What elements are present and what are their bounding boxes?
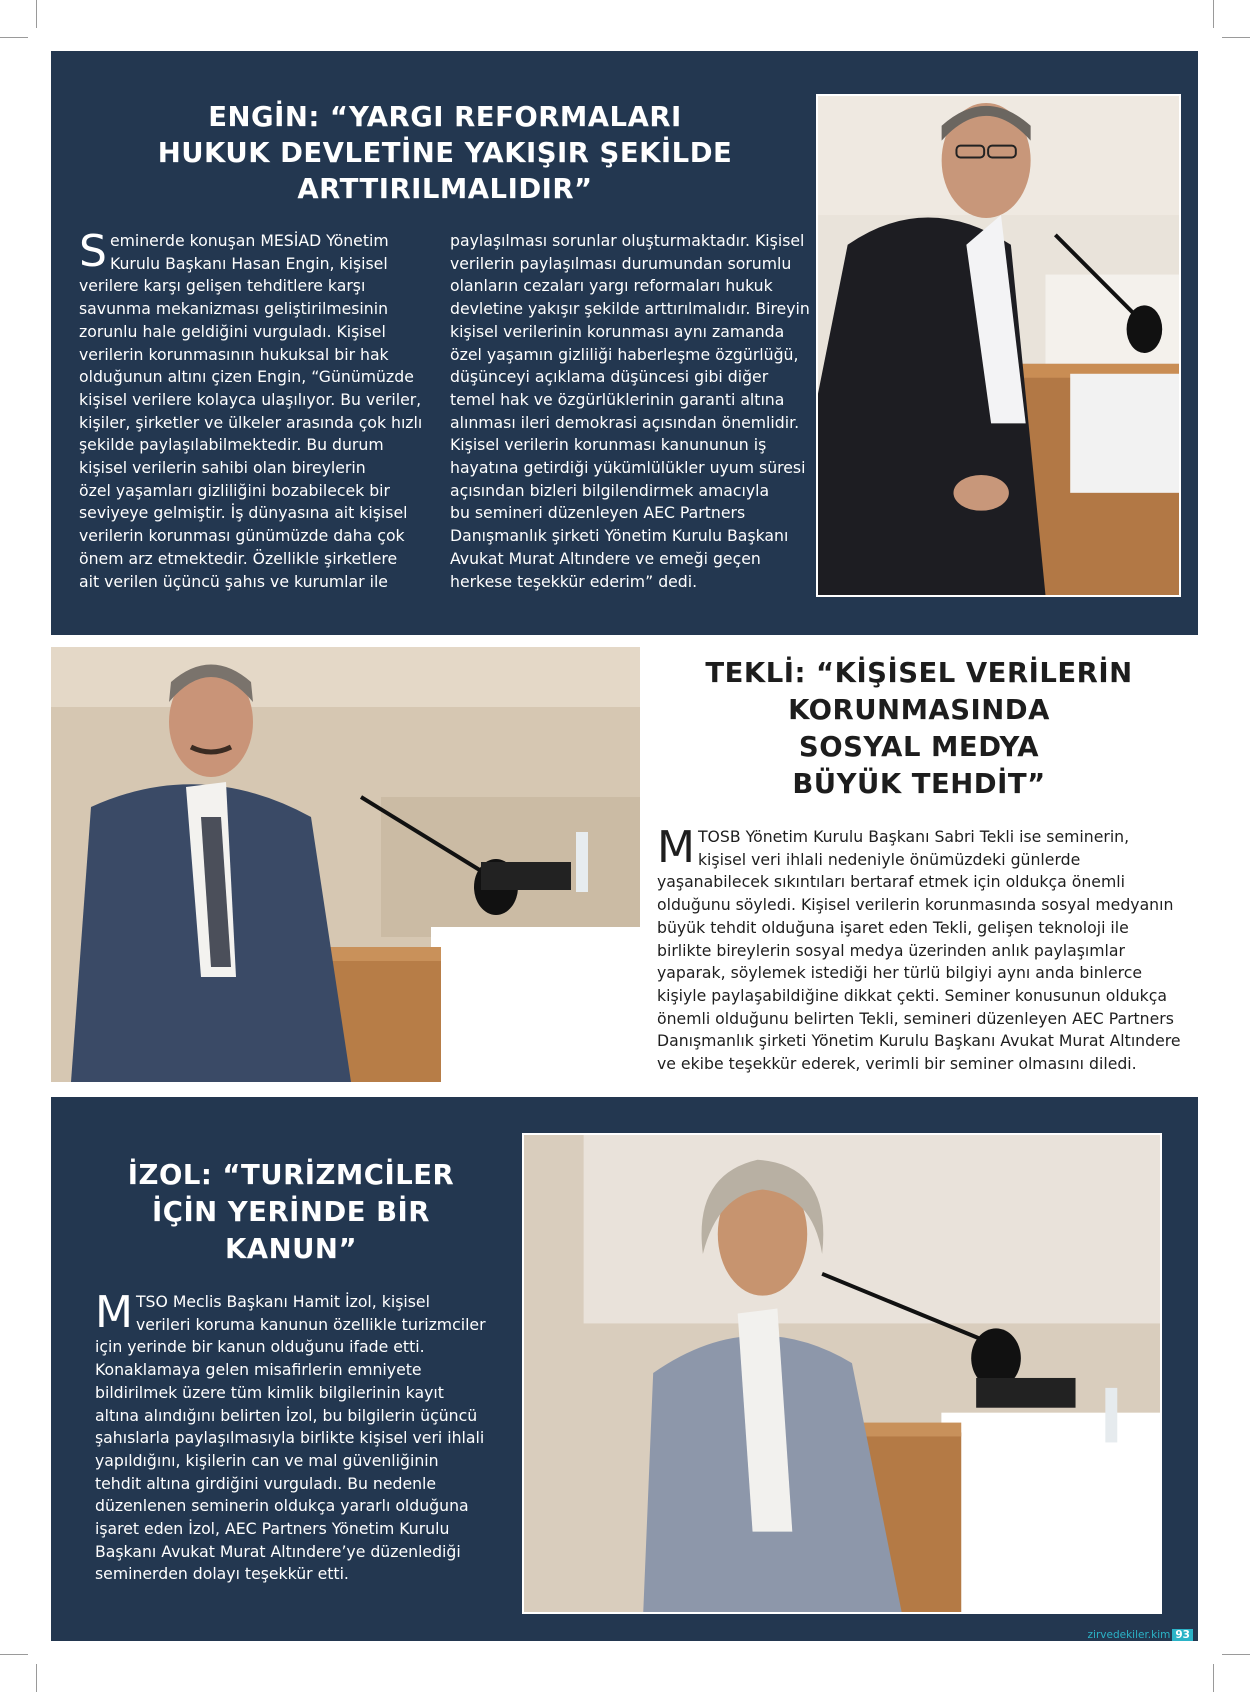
text-line: verilerin korunmasının hukuksal bir hak (79, 344, 389, 364)
title-line: TEKLİ: “KİŞİSEL VERİLERİN (705, 657, 1133, 689)
section-tekli-title (640, 655, 1198, 803)
text-line: Danışmanlık şirketi Yönetim Kurulu Başkanı Avukat Murat Altındere (657, 1031, 1181, 1051)
title-line: ENGİN: “YARGI REFORMALARI (208, 101, 682, 133)
page-number: 93 (1172, 1629, 1193, 1641)
text-line: seminerden dolayı teşekkür etti. (95, 1564, 349, 1584)
text-line: birlikte bireylerin sosyal medya üzerinden anlık paylaşımlar (657, 940, 1125, 960)
drop-cap: M (657, 822, 695, 873)
text-line: düşünceyi açıklama düşüncesi gibi diğer (450, 367, 769, 387)
text-line: eminerde konuşan MESİAD Yönetim (109, 231, 389, 250)
page-footer (1088, 1629, 1193, 1641)
text-line: Kurulu Başkanı Hasan Engin, kişisel (109, 253, 388, 273)
title-line: İZOL: “TURİZMCİLER (127, 1159, 455, 1191)
site-url: zirvedekiler.kim (1087, 1629, 1171, 1641)
crop-mark-bottom-left-h (0, 1654, 28, 1655)
text-line: yaşanabilecek sıkıntıları bertaraf etmek için oldukça önemli (657, 872, 1125, 892)
text-line: hayatına getirdiği yükümlülükler uyum süresi (450, 458, 806, 478)
crop-mark-bottom-right-v (1213, 1664, 1214, 1692)
section-izol-body (95, 1287, 490, 1586)
photo-hamit-izol-speaking (522, 1133, 1162, 1614)
text-line: düzenlenen seminerin oldukça yararlı olduğuna (95, 1496, 469, 1516)
photo-hasan-engin-speaking (816, 94, 1181, 597)
text-line: şekilde paylaşılabilmektedir. Bu durum (79, 435, 384, 455)
title-line: İÇİN YERİNDE BİR (152, 1196, 430, 1228)
text-line: kişisel verilerinin korunması aynı zamanda (450, 321, 785, 341)
text-line: özel yaşamları gizliliğini bozabilecek bir (79, 480, 390, 500)
crop-mark-top-left-v (36, 0, 37, 28)
drop-cap: M (95, 1287, 133, 1338)
section-engin-title (95, 100, 795, 207)
text-line: yapıldığını, kişilerin can ve mal güvenliğinin (95, 1450, 439, 1470)
text-line: açısından bizleri bilgilendirmek amacıyla (450, 480, 770, 500)
text-line: zorunlu hale geldiğini vurguladı. Kişisel (79, 321, 386, 341)
text-line: verilerin korunması günümüzde daha çok (79, 526, 405, 546)
text-line: Danışmanlık şirketi Yönetim Kurulu Başkanı (450, 526, 789, 546)
text-line: kişisel verilere kolayca ulaşılıyor. Bu veriler, (79, 389, 422, 409)
text-line: tehdit altına girdiğini vurguladı. Bu nedenle (95, 1473, 437, 1493)
section-engin-column-1 (79, 226, 424, 593)
text-line: devletine yakışır şekilde arttırılmalıdır. Bireyin (450, 299, 810, 319)
text-line: ve ekibe teşekkür ederek, verimli bir seminer olmasını diledi. (657, 1054, 1137, 1074)
text-line: ait verilen üçüncü şahıs ve kurumlar ile (79, 571, 388, 591)
crop-mark-top-right-h (1222, 37, 1250, 38)
photo-sabri-tekli-speaking (51, 647, 640, 1082)
crop-mark-bottom-left-v (36, 1664, 37, 1692)
text-line: verilerin paylaşılması durumundan sorumlu (450, 253, 792, 273)
text-line: için yerinde bir kanun olduğunu ifade etti. (95, 1337, 425, 1357)
text-line: temel hak ve özgürlüklerinin garanti altına (450, 389, 785, 409)
text-line: TSO Meclis Başkanı Hamit İzol, kişisel (135, 1292, 430, 1311)
text-line: önemli olduğunu belirten Tekli, semineri düzenleyen AEC Partners (657, 1008, 1174, 1028)
text-line: verileri koruma kanunun özellikle turizmciler (135, 1314, 486, 1334)
text-line: Avukat Murat Altındere ve emeği geçen (450, 548, 761, 568)
crop-mark-bottom-right-h (1222, 1654, 1250, 1655)
text-line: işaret eden İzol, AEC Partners Yönetim Kurulu (95, 1519, 450, 1539)
text-line: Başkanı Avukat Murat Altındere’ye düzenlediği (95, 1541, 461, 1561)
text-line: önem arz etmektedir. Özellikle şirketlere (79, 548, 398, 568)
text-line: savunma mekanizması geliştirilmesinin (79, 299, 389, 319)
text-line: seviyeye gelmiştir. İş dünyasına ait kişisel (79, 503, 408, 523)
text-line: kişisel verilerin sahibi olan bireylerin (79, 458, 366, 478)
text-line: bildirilmek üzere tüm kimlik bilgilerinin kayıt (95, 1382, 444, 1402)
text-line: paylaşılması sorunlar oluşturmaktadır. Kişisel (450, 231, 805, 250)
text-line: şahıslarla paylaşılmasıyla birlikte kişisel veri ihlali (95, 1428, 485, 1448)
section-izol-title (91, 1157, 491, 1268)
text-line: kişiyle paylaşabildiğine dikkat çekti. Seminer konusunun oldukça (657, 985, 1167, 1005)
text-line: TOSB Yönetim Kurulu Başkanı Sabri Tekli ise seminerin, (697, 827, 1130, 846)
title-line: ARTTIRILMALIDIR” (297, 172, 593, 205)
text-line: Kişisel verilerin korunması kanununun iş (450, 435, 767, 455)
text-line: alınması ileri demokrasi açısından önemlidir. (450, 412, 800, 432)
section-tekli-body (657, 822, 1197, 1076)
title-line: KANUN” (224, 1233, 358, 1265)
text-line: verilere karşı gelişen tehditlere karşı (79, 276, 366, 296)
text-line: özel yaşamın gizliliği haberleşme özgürlüğü, (450, 344, 799, 364)
title-line: BÜYÜK TEHDİT” (792, 768, 1046, 800)
title-line: HUKUK DEVLETİNE YAKIŞIR ŞEKİLDE (157, 136, 733, 169)
title-line: KORUNMASINDA (788, 694, 1050, 726)
text-line: altına alındığını belirten İzol, bu bilgilerin üçüncü (95, 1405, 478, 1425)
drop-cap: S (79, 226, 107, 277)
text-line: olduğunun altını çizen Engin, “Günümüzde (79, 367, 414, 387)
text-line: yaparak, söylemek istediği her türlü bilgiyi aynı anda binlerce (657, 963, 1143, 983)
text-line: büyük tehdit olduğuna işaret eden Tekli, gelişen teknoloji ile (657, 917, 1129, 937)
text-line: herkese teşekkür ederim” dedi. (450, 571, 698, 591)
crop-mark-top-left-h (0, 37, 28, 38)
text-line: bu semineri düzenleyen AEC Partners (450, 503, 746, 523)
text-line: kişisel veri ihlali nedeniyle önümüzdeki günlerde (697, 849, 1081, 869)
section-engin-column-2 (450, 230, 810, 593)
text-line: olanların cezaları yargı reformaları hukuk (450, 276, 773, 296)
crop-mark-top-right-v (1213, 0, 1214, 28)
text-line: olduğunu söyledi. Kişisel verilerin korunmasında sosyal medyanın (657, 895, 1174, 915)
text-line: kişiler, şirketler ve ülkeler arasında çok hızlı (79, 412, 423, 432)
title-line: SOSYAL MEDYA (798, 731, 1040, 763)
text-line: Konaklamaya gelen misafirlerin emniyete (95, 1360, 422, 1380)
